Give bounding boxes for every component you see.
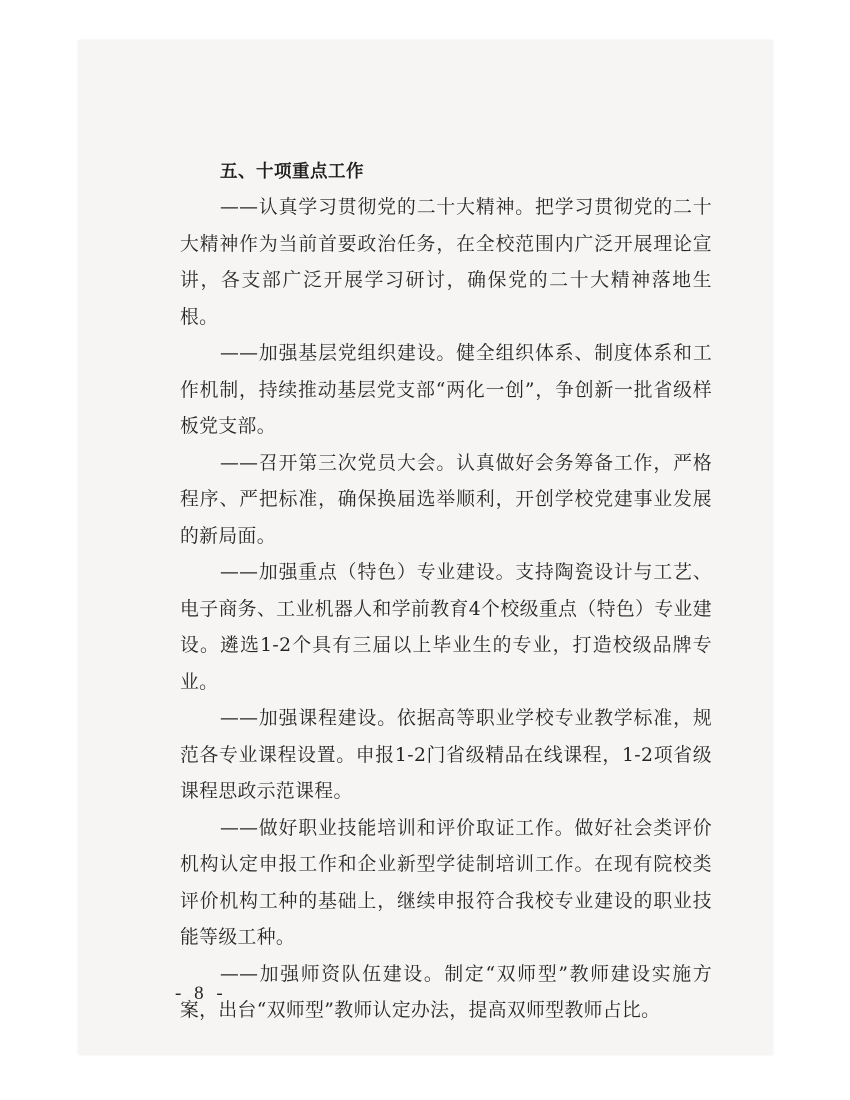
document-body [180,156,712,1030]
section-heading: 五、十项重点工作 [220,162,364,182]
paragraph-key-majors: ——加强重点（特色）专业建设。支持陶瓷设计与工艺、电子商务、工业机器人和学前教育4个校级重点（特色）专业建设。遴选1-2个具有三届以上毕业生的专业，打造校级品牌专业。 [180,562,712,693]
paragraph-party-congress: ——召开第三次党员大会。认真做好会务筹备工作，严格程序、严把标准，确保换届选举顺利，开创学校党建事业发展的新局面。 [180,452,712,547]
paragraph-study-congress: ——认真学习贯彻党的二十大精神。把学习贯彻党的二十大精神作为当前首要政治任务，在全校范围内广泛开展理论宣讲，各支部广泛开展学习研讨，确保党的二十大精神落地生根。 [180,197,712,328]
paragraph-teaching-staff: ——加强师资队伍建设。制定“双师型”教师建设实施方案，出台“双师型”教师认定办法，提高双师型教师占比。 [180,963,712,1021]
paragraph-party-organization: ——加强基层党组织建设。健全组织体系、制度体系和工作机制，持续推动基层党支部“两化一创”，争创新一批省级样板党支部。 [180,343,712,437]
paragraph-skills-training: ——做好职业技能培训和评价取证工作。做好社会类评价机构认定申报工作和企业新型学徒制培训工作。在现有院校类评价机构工种的基础上，继续申报符合我校专业建设的职业技能等级工种。 [180,817,712,948]
page-number: - 8 - [175,983,227,1004]
paragraph-curriculum: ——加强课程建设。依据高等职业学校专业教学标准，规范各专业课程设置。申报1-2门省级精品在线课程，1-2项省级课程思政示范课程。 [180,708,712,802]
